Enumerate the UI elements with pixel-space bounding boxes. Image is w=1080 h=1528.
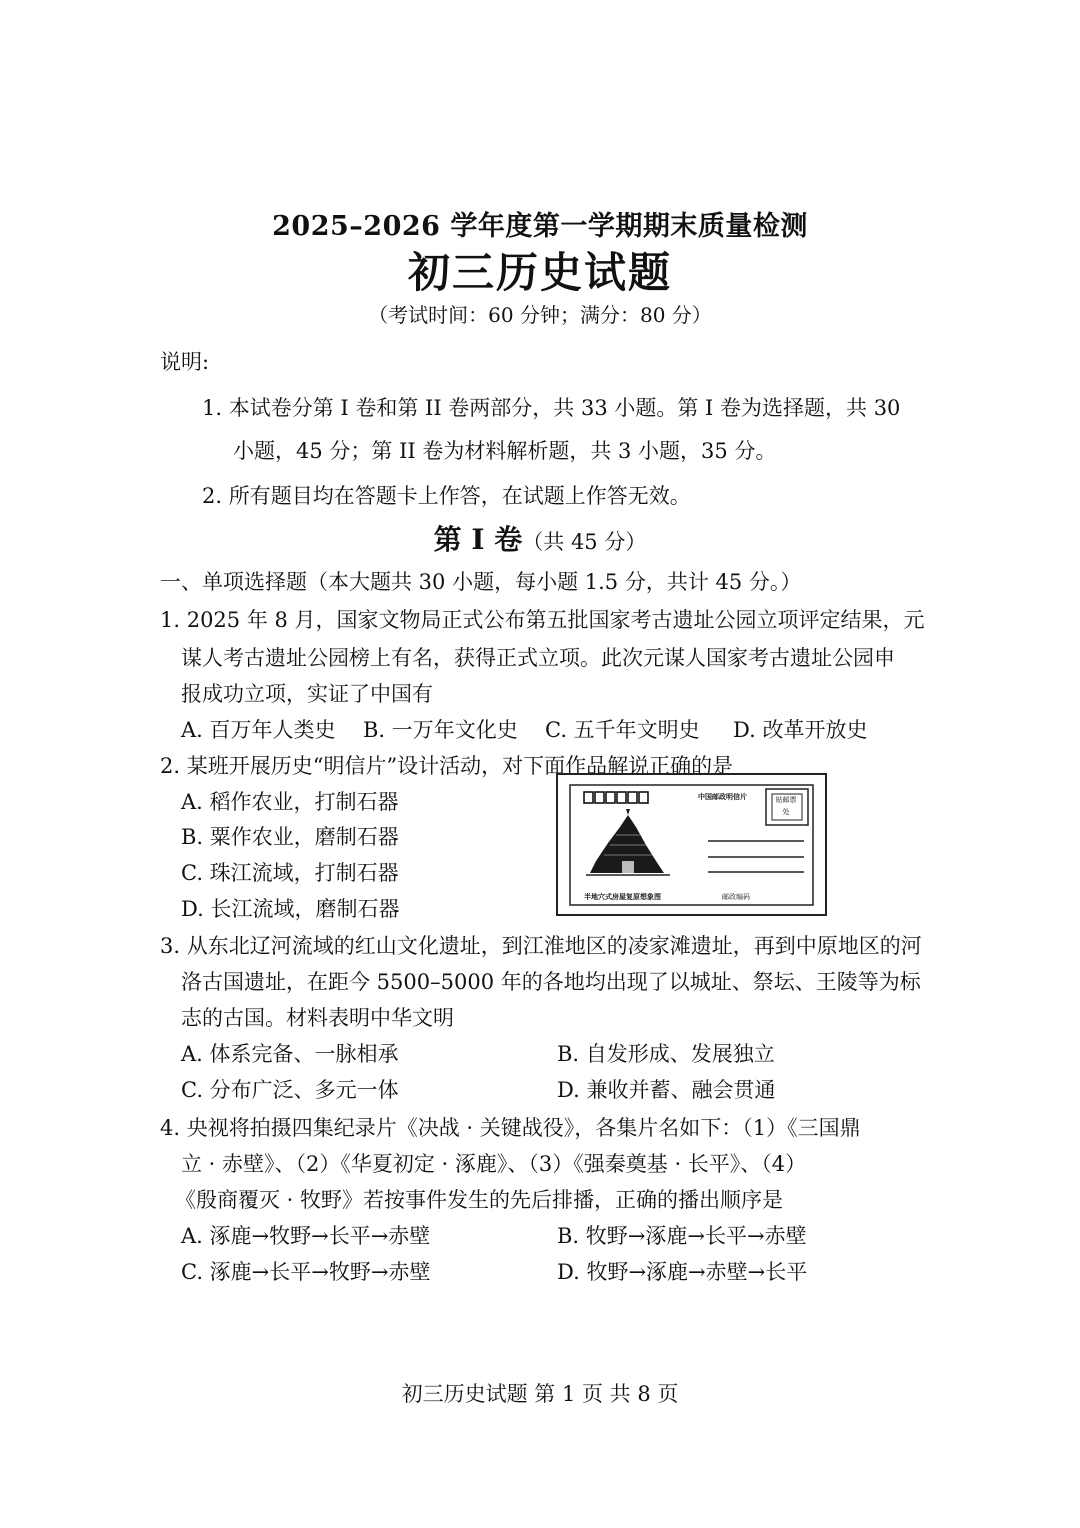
question-line: 报成功立项，实证了中国有 <box>181 682 433 706</box>
section-title-sub: （共 45 分） <box>522 530 647 554</box>
postcode-boxes <box>584 792 648 803</box>
notes-item1-line1: 1. 本试卷分第 I 卷和第 II 卷两部分，共 33 小题。第 I 卷为选择题，共 30 <box>202 396 901 420</box>
question-line: 《殷商覆灭 · 牧野》若按事件发生的先后排播，正确的播出顺序是 <box>175 1188 784 1212</box>
exam-title-line1: 2025–2026 学年度第一学期期末质量检测 <box>272 211 808 242</box>
page-footer: 初三历史试题 第 1 页 共 8 页 <box>401 1382 679 1406</box>
option-c[interactable]: C. 五千年文明史 <box>545 718 700 742</box>
option-d[interactable]: D. 改革开放史 <box>733 718 868 742</box>
option-a[interactable]: A. 涿鹿→牧野→长平→赤壁 <box>181 1224 431 1248</box>
question-line: 3. 从东北辽河流域的红山文化遗址，到江淮地区的凌家滩遗址，再到中原地区的河 <box>160 934 922 958</box>
postcard-caption: 半地穴式房屋复原想象图 <box>584 892 661 901</box>
part-heading: 一、单项选择题（本大题共 30 小题，每小题 1.5 分，共计 45 分。） <box>160 570 802 594</box>
question-line: 立 · 赤壁》、（2）《华夏初定 · 涿鹿》、（3）《强秦奠基 · 长平》、（4） <box>181 1152 807 1176</box>
exam-time-info: （考试时间：60 分钟；满分：80 分） <box>368 303 712 327</box>
option-b[interactable]: B. 粟作农业，磨制石器 <box>181 825 399 849</box>
question-line: 志的古国。材料表明中华文明 <box>181 1006 454 1030</box>
hut-icon <box>586 809 670 875</box>
notes-heading: 说明: <box>160 350 210 374</box>
stamp-label: 贴邮票处 <box>775 796 797 816</box>
option-a[interactable]: A. 百万年人类史 <box>181 718 336 742</box>
section-title <box>0 518 1080 558</box>
section-title-main: 第 I 卷 <box>433 523 523 556</box>
question-line: 2. 某班开展历史“明信片”设计活动，对下面作品解说正确的是 <box>160 754 734 778</box>
postcard-header: 中国邮政明信片 <box>698 792 747 801</box>
option-a[interactable]: A. 稻作农业，打制石器 <box>181 790 399 814</box>
notes-item2: 2. 所有题目均在答题卡上作答，在试题上作答无效。 <box>202 484 691 508</box>
exam-title-line2: 初三历史试题 <box>407 248 672 297</box>
option-c[interactable]: C. 珠江流域，打制石器 <box>181 861 399 885</box>
option-c[interactable]: C. 分布广泛、多元一体 <box>181 1078 399 1102</box>
question-line: 4. 央视将拍摄四集纪录片《决战 · 关键战役》，各集片名如下：（1）《三国鼎 <box>160 1116 861 1140</box>
notes-item1-line2: 小题，45 分；第 II 卷为材料解析题，共 3 小题，35 分。 <box>233 439 777 463</box>
option-a[interactable]: A. 体系完备、一脉相承 <box>181 1042 399 1066</box>
option-b[interactable]: B. 牧野→涿鹿→长平→赤壁 <box>557 1224 807 1248</box>
postcode-label: 邮政编码 <box>722 893 750 901</box>
question-line: 1. 2025 年 8 月，国家文物局正式公布第五批国家考古遗址公园立项评定结果，元 <box>160 608 925 632</box>
option-b[interactable]: B. 自发形成、发展独立 <box>557 1042 775 1066</box>
question-line: 洛古国遗址，在距今 5500–5000 年的各地均出现了以城址、祭坛、王陵等为标 <box>181 970 921 994</box>
question-line: 谋人考古遗址公园榜上有名，获得正式立项。此次元谋人国家考古遗址公园申 <box>181 646 895 670</box>
option-d[interactable]: D. 长江流域，磨制石器 <box>181 897 400 921</box>
option-b[interactable]: B. 一万年文化史 <box>363 718 518 742</box>
option-d[interactable]: D. 兼收并蓄、融会贯通 <box>557 1078 776 1102</box>
option-d[interactable]: D. 牧野→涿鹿→赤壁→长平 <box>557 1260 808 1284</box>
option-c[interactable]: C. 涿鹿→长平→牧野→赤壁 <box>181 1260 431 1284</box>
postcard-figure <box>556 773 827 916</box>
